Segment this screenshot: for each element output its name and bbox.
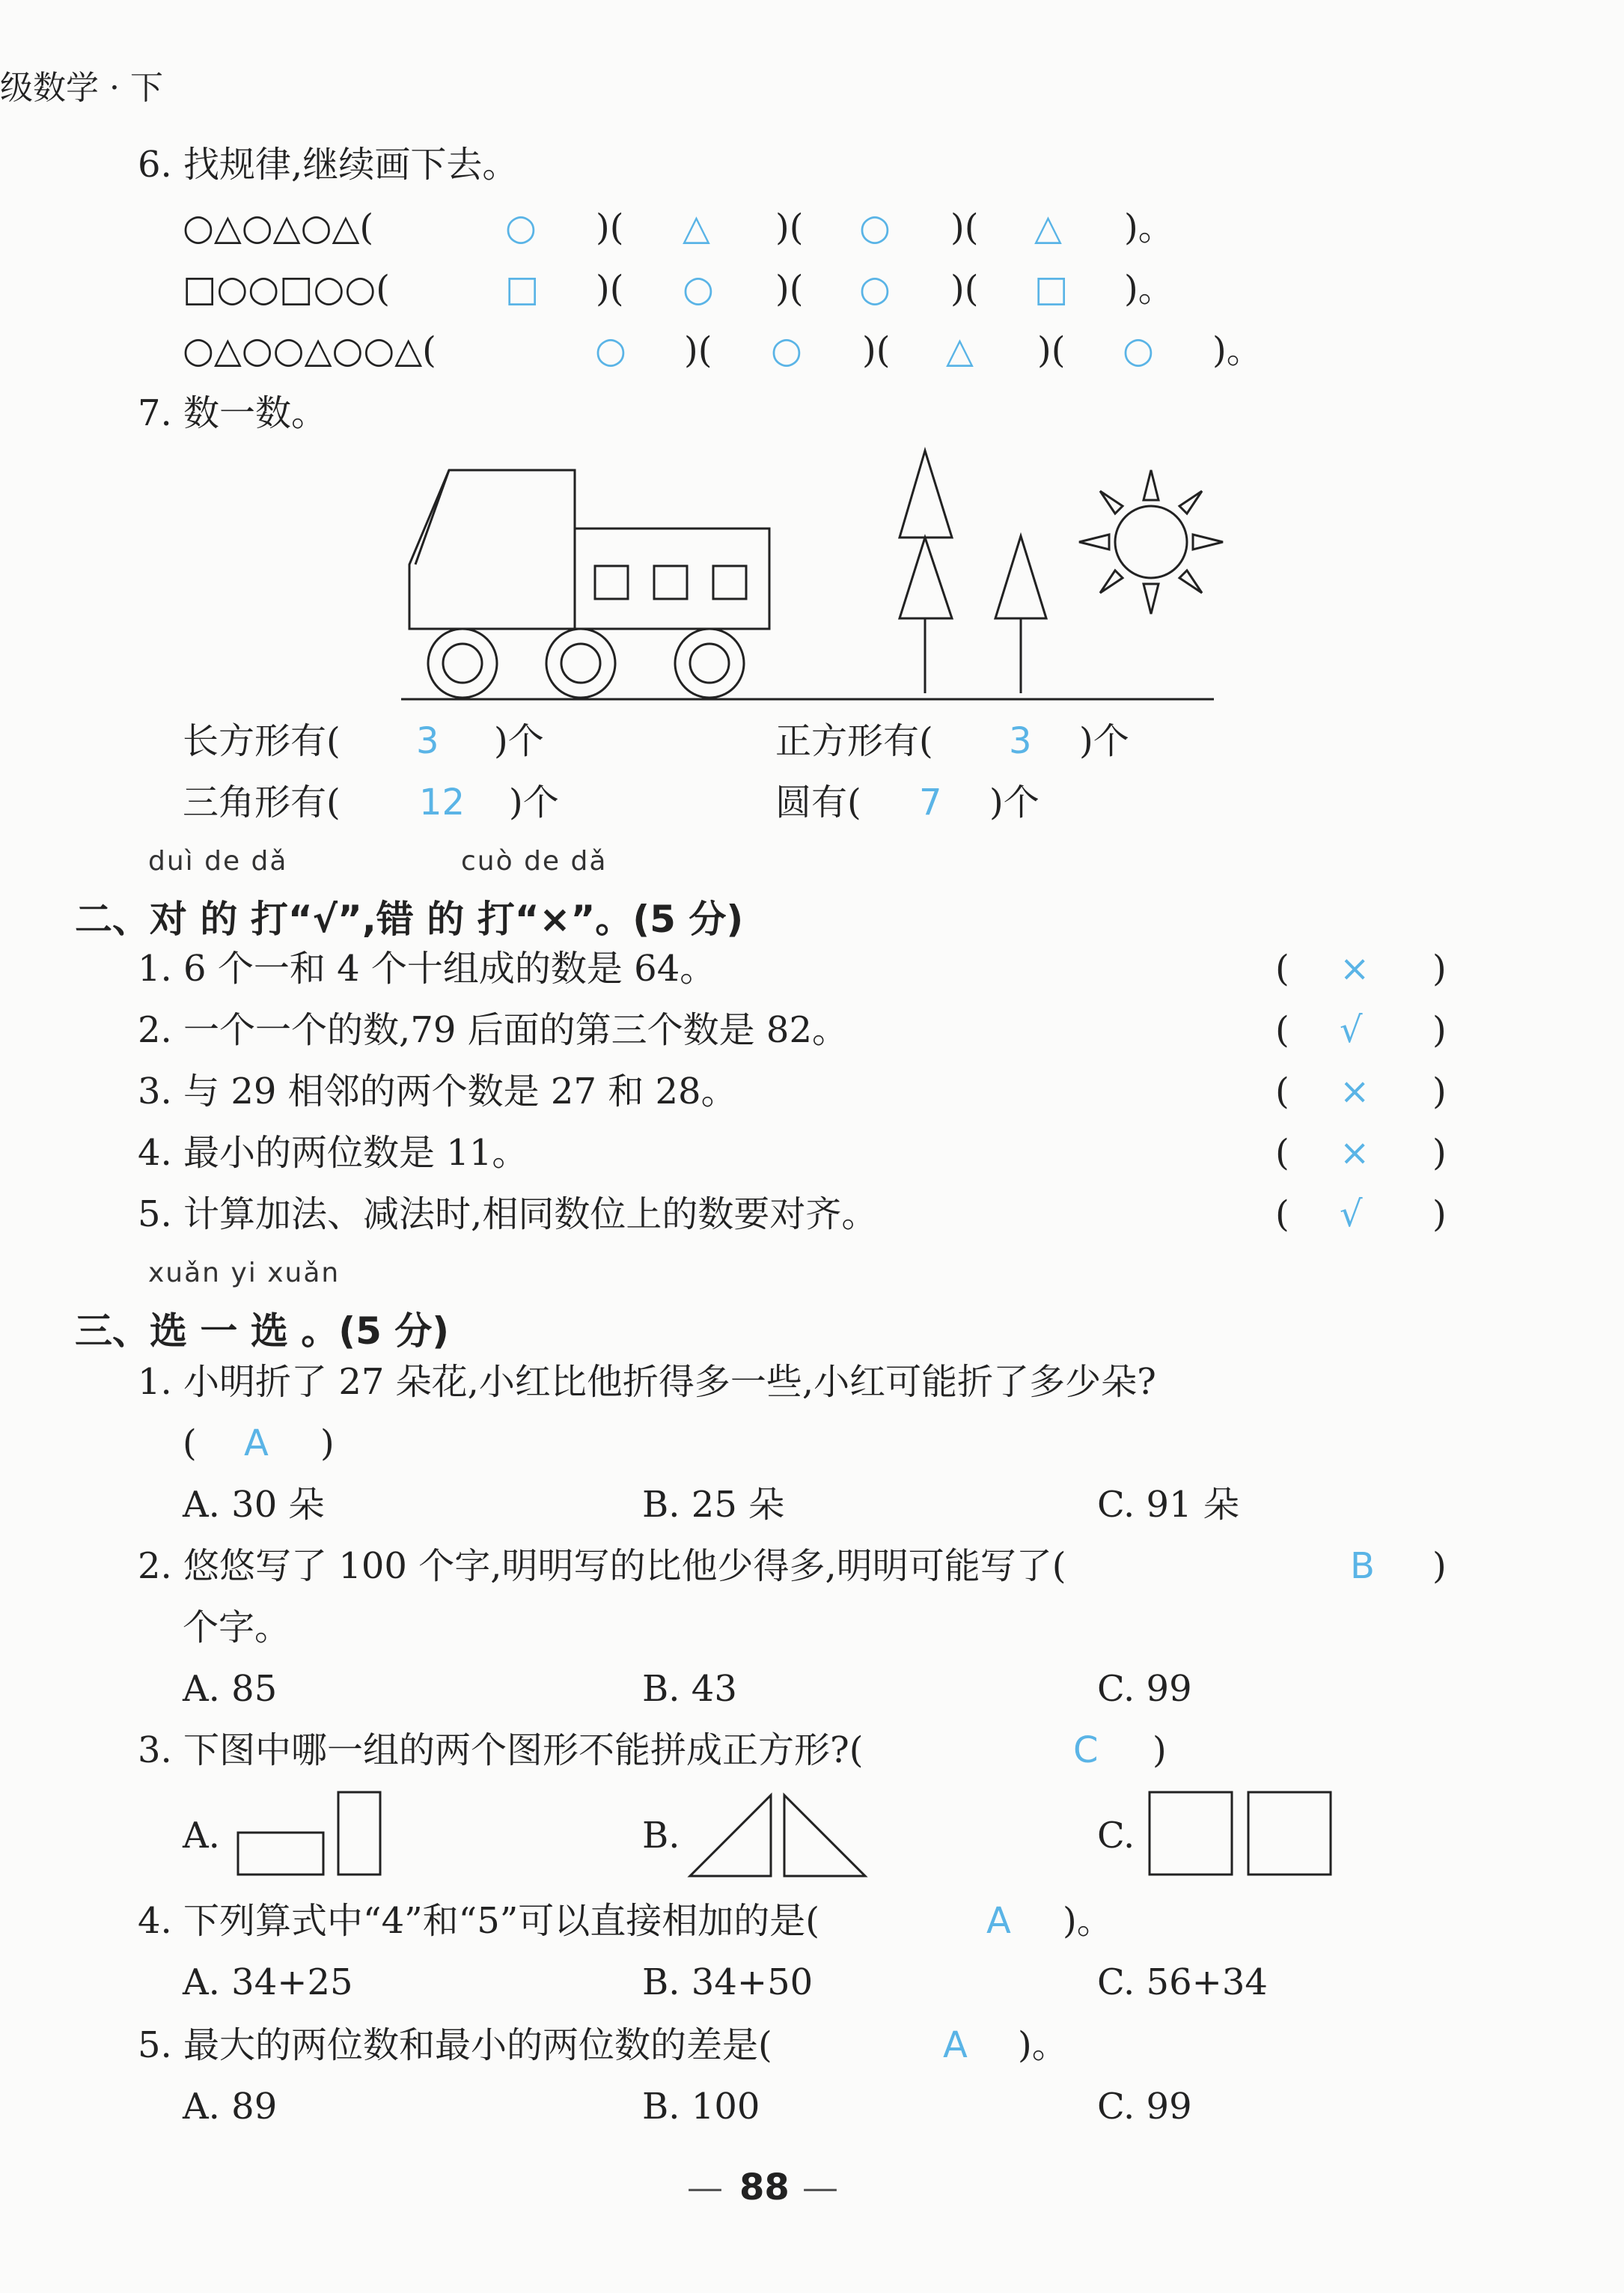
s3-q2-option-a: A. 85 [183,1668,278,1710]
s2-item-5-paren-open: ( [1275,1193,1289,1235]
s2-item-5-paren-close: ) [1432,1193,1447,1235]
s2-item-4-text: 4. 最小的两位数是 11。 [138,1132,528,1174]
s3-q4-answer[interactable]: A [986,1900,1011,1942]
s3-q1-option-b: B. 25 朵 [642,1484,785,1526]
s3-q5-option-a: A. 89 [183,2086,278,2128]
count-triangle-label: 三角形有( [183,782,341,823]
s3-q2-option-c: C. 99 [1097,1668,1192,1710]
s3-q3-option-a-label: A. [183,1815,220,1857]
q6-row-3-sep: )( [684,329,712,371]
s3-q5-text: 5. 最大的两位数和最小的两位数的差是( [138,2024,772,2066]
q6-row-3-answer-2[interactable]: ○ [771,329,802,371]
s2-item-1-paren-close: ) [1432,948,1447,990]
s3-q2-answer[interactable]: B [1350,1545,1375,1587]
count-square-label: 正方形有( [775,720,933,762]
s3-q1-option-c: C. 91 朵 [1097,1484,1239,1526]
section2-title: 二、对 的 打“√”,错 的 打“×”。(5 分) [75,898,744,941]
s3-q5-answer[interactable]: A [943,2024,968,2066]
option-c-square-1 [1150,1792,1232,1875]
q6-row-1-given: ○△○△○△( [183,207,374,249]
footer-dash-right: — [802,2166,838,2208]
q6-row-2-answer-1[interactable]: □ [505,268,540,310]
s3-q2-option-b: B. 43 [642,1668,737,1710]
q6-row-2-sep: )( [596,268,624,310]
s3-q4-paren-close: )。 [1063,1900,1113,1942]
count-square-answer[interactable]: 3 [1009,720,1032,762]
option-c-square-2 [1248,1792,1331,1875]
s2-item-1-paren-open: ( [1275,948,1289,990]
running-title: 级数学 · 下 [0,69,163,107]
s3-q5-paren-close: )。 [1018,2024,1068,2066]
count-triangle-answer[interactable]: 12 [419,782,465,823]
option-b-left-triangle [690,1795,771,1876]
q6-row-1-answer-2[interactable]: △ [683,207,710,249]
count-rectangle-answer[interactable]: 3 [416,720,439,762]
s3-q5-option-b: B. 100 [642,2086,760,2128]
q6-row-3-sep: )( [862,329,891,371]
q6-row-3-sep: )( [1037,329,1066,371]
count-rectangle-label: 长方形有( [183,720,341,762]
section3-pinyin: xuǎn yi xuǎn [148,1258,341,1288]
s3-q2-cont: 个字。 [183,1607,291,1648]
count-triangle-unit: )个 [509,782,559,823]
section3-title: 三、选 一 选 。(5 分) [75,1309,450,1353]
q6-row-2-sep: )( [950,268,979,310]
s3-q1-answer[interactable]: A [244,1422,269,1464]
option-b-right-triangle [784,1795,865,1876]
s3-q4-option-c: C. 56+34 [1097,1961,1268,2003]
s3-q2-paren-close: ) [1432,1545,1447,1587]
count-rectangle-unit: )个 [494,720,544,762]
s2-item-5-text: 5. 计算加法、减法时,相同数位上的数要对齐。 [138,1193,878,1235]
q6-row-1-sep: )( [950,207,979,249]
q7-title: 7. 数一数。 [138,392,328,434]
q6-row-1-end: )。 [1124,207,1174,249]
s2-item-2-paren-close: ) [1432,1009,1447,1051]
s3-q1-paren-close: ) [320,1422,335,1464]
s3-q2-text: 2. 悠悠写了 100 个字,明明写的比他少得多,明明可能写了( [138,1545,1066,1587]
s3-q3-paren-close: ) [1153,1729,1167,1771]
s2-item-4-paren-open: ( [1275,1132,1289,1174]
s3-q3-answer[interactable]: C [1073,1729,1099,1771]
q6-row-3-answer-3[interactable]: △ [946,329,974,371]
s2-item-3-paren-open: ( [1275,1071,1289,1112]
s3-q3-option-b-label: B. [642,1815,680,1857]
s3-q3-option-c-label: C. [1097,1815,1135,1857]
q6-row-3-given: ○△○○△○○△( [183,329,436,371]
q6-row-2-given: □○○□○○( [183,268,390,310]
q6-row-3-end: )。 [1212,329,1263,371]
s3-q4-text: 4. 下列算式中“4”和“5”可以直接相加的是( [138,1900,820,1942]
q6-row-1-sep: )( [596,207,624,249]
page-number: 88 [739,2166,790,2208]
q6-row-3-answer-4[interactable]: ○ [1123,329,1154,371]
s2-item-4-mark[interactable]: × [1340,1132,1370,1174]
option-a-tall-rectangle [338,1792,380,1875]
s2-item-5-mark[interactable]: √ [1340,1193,1363,1235]
q6-row-2-answer-2[interactable]: ○ [683,268,714,310]
s2-item-1-text: 1. 6 个一和 4 个十组成的数是 64。 [138,948,716,990]
q6-row-2-answer-3[interactable]: ○ [859,268,891,310]
s3-q1-option-a: A. 30 朵 [183,1484,325,1526]
s2-item-4-paren-close: ) [1432,1132,1447,1174]
s3-q4-option-a: A. 34+25 [183,1961,353,2003]
count-circle-unit: )个 [989,782,1040,823]
section2-pinyin-cuo: cuò de dǎ [461,846,608,877]
s2-item-3-paren-close: ) [1432,1071,1447,1112]
q6-row-2-answer-4[interactable]: □ [1034,268,1069,310]
q6-row-1-answer-1[interactable]: ○ [505,207,537,249]
q6-row-2-end: )。 [1124,268,1174,310]
s2-item-2-text: 2. 一个一个的数,79 后面的第三个数是 82。 [138,1009,848,1051]
s2-item-1-mark[interactable]: × [1340,948,1370,990]
count-circle-label: 圆有( [775,782,861,823]
q6-row-3-answer-1[interactable]: ○ [595,329,626,371]
count-circle-answer[interactable]: 7 [919,782,942,823]
q6-row-1-answer-3[interactable]: ○ [859,207,891,249]
s2-item-3-mark[interactable]: × [1340,1071,1370,1112]
section2-pinyin-dui: duì de dǎ [148,846,288,877]
s2-item-2-mark[interactable]: √ [1340,1009,1363,1051]
q6-row-1-answer-4[interactable]: △ [1034,207,1062,249]
q6-title: 6. 找规律,继续画下去。 [138,144,519,186]
s3-q3-text: 3. 下图中哪一组的两个图形不能拼成正方形?( [138,1729,864,1771]
option-a-wide-rectangle [238,1833,323,1875]
q6-row-2-sep: )( [775,268,804,310]
s3-q1-text: 1. 小明折了 27 朵花,小红比他折得多一些,小红可能折了多少朵? [138,1361,1156,1403]
count-square-unit: )个 [1079,720,1129,762]
s2-item-3-text: 3. 与 29 相邻的两个数是 27 和 28。 [138,1071,737,1112]
footer-dash-left: — [687,2166,723,2208]
s3-q5-option-c: C. 99 [1097,2086,1192,2128]
s3-q4-option-b: B. 34+50 [642,1961,813,2003]
s3-q1-paren-open: ( [183,1422,197,1464]
s2-item-2-paren-open: ( [1275,1009,1289,1051]
q6-row-1-sep: )( [775,207,804,249]
